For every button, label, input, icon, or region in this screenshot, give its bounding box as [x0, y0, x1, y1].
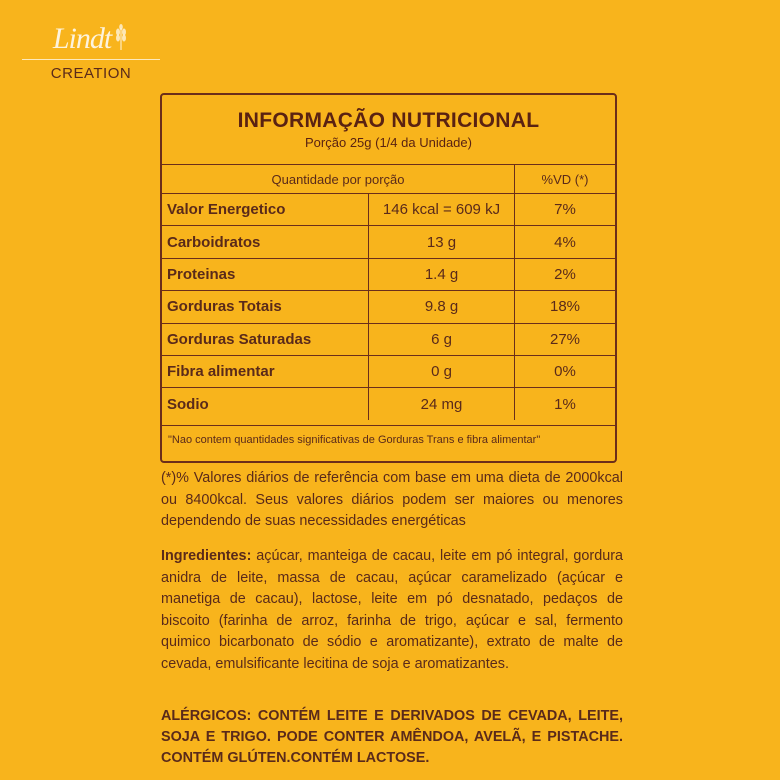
nutrient-name: Carboidratos — [162, 226, 369, 258]
nutrient-name: Proteinas — [162, 258, 369, 290]
nutrient-name: Gorduras Saturadas — [162, 323, 369, 355]
ingredients-paragraph — [161, 546, 623, 675]
nutrient-name: Gorduras Totais — [162, 291, 369, 323]
nutrient-vd: 2% — [515, 258, 616, 290]
table-row — [162, 258, 615, 290]
nutrient-name: Fibra alimentar — [162, 355, 369, 387]
nutrient-qty: 1.4 g — [369, 258, 515, 290]
nutrient-qty: 13 g — [369, 226, 515, 258]
header-vd: %VD (*) — [515, 165, 616, 194]
ingredients-text: açúcar, manteiga de cacau, leite em pó integral, gordura anidra de leite, massa de cacau, açúcar caramelizado (açúcar e manetiga de cacau), lactose, leite em pó desnatado, pedaços de biscoito (farinha de arroz, farinha de trigo, açúcar e sal, fermento quimico bicarbonato de sódio e aromatizante), extrato de malte de cevada, emulsificante lecitina de soja e aromatizantes. — [161, 548, 623, 672]
table-bottom-divider — [162, 425, 615, 426]
nutrient-qty: 146 kcal = 609 kJ — [369, 194, 515, 226]
table-row — [162, 226, 615, 258]
table-row — [162, 194, 615, 226]
ingredients-label: Ingredientes: — [161, 548, 252, 564]
serving-size: Porção 25g (1/4 da Unidade) — [305, 135, 472, 150]
brand-logo-script — [22, 24, 160, 56]
table-row — [162, 355, 615, 387]
table-header-row — [162, 165, 615, 194]
nutrient-vd: 7% — [515, 194, 616, 226]
wheat-icon — [113, 24, 129, 56]
brand-logo — [22, 24, 160, 82]
nutrient-vd: 27% — [515, 323, 616, 355]
trans-fat-note: "Nao contem quantidades significativas de Gorduras Trans e fibra alimentar" — [168, 434, 541, 446]
table-row — [162, 323, 615, 355]
nutrient-vd: 1% — [515, 388, 616, 420]
nutrient-qty: 6 g — [369, 323, 515, 355]
brand-subtitle: CREATION — [50, 65, 132, 82]
nutrient-name: Sodio — [162, 388, 369, 420]
brand-divider — [22, 59, 160, 60]
table-row — [162, 291, 615, 323]
nutrient-qty: 24 mg — [369, 388, 515, 420]
nutrient-qty: 9.8 g — [369, 291, 515, 323]
nutrient-vd: 0% — [515, 355, 616, 387]
nutrient-vd: 18% — [515, 291, 616, 323]
nutrient-vd: 4% — [515, 226, 616, 258]
table-row — [162, 388, 615, 420]
nutrient-qty: 0 g — [369, 355, 515, 387]
nutrition-title: INFORMAÇÃO NUTRICIONAL — [237, 109, 540, 132]
daily-value-reference: (*)% Valores diários de referência com base em uma dieta de 2000kcal ou 8400kcal. Seus valores diários podem ser maiores ou menores dependendo de suas necessidades energéticas — [161, 470, 623, 529]
header-quantity: Quantidade por porção — [162, 165, 515, 194]
brand-name: Lindt — [52, 22, 112, 55]
allergens-statement: ALÉRGICOS: CONTÉM LEITE E DERIVADOS DE CEVADA, LEITE, SOJA E TRIGO. PODE CONTER AMÊNDOA, AVELÃ, E PISTACHE. CONTÉM GLÚTEN.CONTÉM LACTOSE. — [161, 708, 623, 766]
nutrition-table — [162, 164, 615, 420]
nutrition-panel — [160, 93, 617, 463]
nutrient-name: Valor Energetico — [162, 194, 369, 226]
